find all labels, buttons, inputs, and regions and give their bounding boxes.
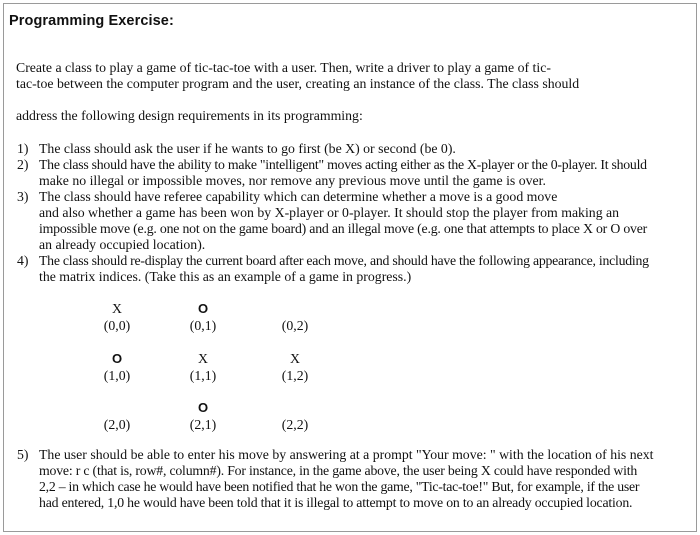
item-line: and also whether a game has been won by X-player or 0-player. It should stop the player from making an [39,205,620,220]
cell-index: (0,2) [281,318,309,333]
board-cell-1-0 [97,350,137,384]
item-line: 2,2 – in which case he would have been notified that he won the game, "Tic-tac-toe!" But, for example, if the user [39,479,640,494]
board-cell-2-1 [183,399,223,433]
cell-mark: X [290,351,300,366]
item-line: had entered, 1,0 he would have been told that it is illegal to attempt to move on to an already occupied location. [39,495,633,510]
cell-mark: X [112,301,122,316]
item-line: The class should have the ability to make "intelligent" moves acting either as the X-player or the 0-player. It should [39,157,647,172]
cell-index: (0,1) [189,318,217,333]
cell-mark [275,300,315,317]
item-line: The class should have referee capability which can determine whether a move is a good move [39,189,558,204]
cell-index: (2,2) [281,417,309,432]
cell-index: (1,1) [189,368,217,383]
item-number: 3) [17,189,29,204]
cell-mark: O [197,301,209,316]
cell-index: (2,1) [189,417,217,432]
item-line: The class should re-display the current board after each move, and should have the following appearance, including [39,253,649,268]
intro-line: Create a class to play a game of tic-tac-toe with a user. Then, write a driver to play a game of tic- [16,60,551,75]
cell-index: (1,2) [281,368,309,383]
item-line: The class should ask the user if he wants to go first (be X) or second (be 0). [39,141,456,156]
board-cell-0-1 [183,300,223,334]
cell-mark [97,399,137,416]
board-cell-2-0 [97,399,137,433]
item-line: impossible move (e.g. one not on the game board) and an illegal move (e.g. one that attempts to place X or O over [39,221,648,236]
board-cell-0-0 [97,300,137,334]
item-number: 4) [17,253,29,268]
item-line: move: r c (that is, row#, column#). For instance, in the game above, the user being X could have responded with [39,463,638,478]
cell-index: (1,0) [103,368,131,383]
cell-mark: X [198,351,208,366]
item-number: 2) [17,157,29,172]
item-line: The user should be able to enter his move by answering at a prompt "Your move: " with the location of his next [39,447,654,462]
item-line: an already occupied location). [39,237,206,252]
board-cell-1-2 [275,350,315,384]
item-line: the matrix indices. (Take this as an example of a game in progress.) [39,269,412,284]
board-cell-1-1 [183,350,223,384]
board-cell-0-2 [275,300,315,334]
cell-mark: O [197,400,209,415]
cell-mark [275,399,315,416]
requirements-intro: address the following design requirements in its programming: [16,108,363,123]
cell-index: (2,0) [103,417,131,432]
item-number: 5) [17,447,29,462]
page-title: Programming Exercise: [9,13,174,29]
cell-mark: O [111,351,123,366]
board-cell-2-2 [275,399,315,433]
item-number: 1) [17,141,29,156]
cell-index: (0,0) [103,318,131,333]
item-line: make no illegal or impossible moves, nor remove any previous move until the game is over. [39,173,546,188]
intro-line: tac-toe between the computer program and the user, creating an instance of the class. The class should [16,76,580,91]
